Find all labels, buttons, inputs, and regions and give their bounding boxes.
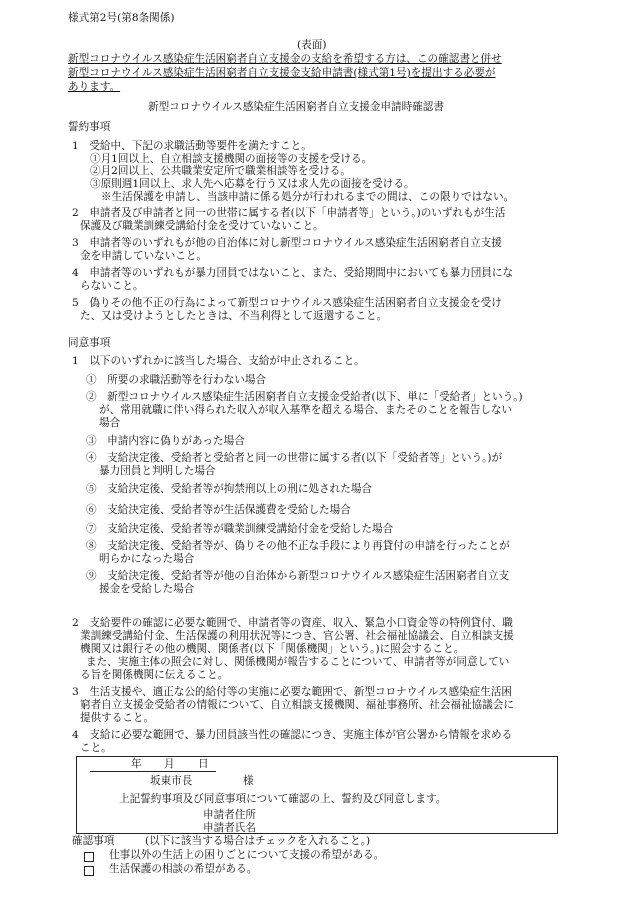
consent-line: ⑨ 支給決定後、受給者等が他の自治体から新型コロナウイルス感染症生活困窮者自立支 <box>86 570 510 582</box>
intro-line-3: あります。 <box>68 81 121 93</box>
pledge-line: ②月2回以上、公共職業安定所で職業相談等を受ける。 <box>90 165 351 177</box>
consent-line: また、実施主体の照会に対し、関係機関が報告することについて、申請者等が同意してい <box>86 656 510 668</box>
face-label: (表面) <box>297 39 327 51</box>
date-month-label: 月 <box>164 758 175 770</box>
consent-line: 場合 <box>99 417 121 429</box>
pledge-line: らないこと。 <box>80 280 144 292</box>
consent-line: ⑧ 支給決定後、受給者等が、偽りその他不正な手段により再貸付の申請を行ったことが <box>86 540 510 552</box>
consent-line: 業訓練受講給付金、生活保護の利用状況等につき、官公署、社会福祉協議会、自立相談支援 <box>80 630 514 642</box>
pledge-line: 1 受給中、下記の求職活動等要件を満たすこと。 <box>72 140 312 152</box>
pledge-heading: 誓約事項 <box>68 121 111 133</box>
consent-line: ④ 支給決定後、受給者と受給者と同一の世帯に属する者(以下「受給者等」という。)が <box>86 452 503 464</box>
consent-line: 援金を受給した場合 <box>99 583 195 595</box>
support-request-checkbox[interactable] <box>84 852 94 862</box>
intro-line-2: 新型コロナウイルス感染症生活困窮者自立支援金支給申請書(様式第1号)を提出する必要が <box>68 67 496 79</box>
form-number: 様式第2号(第8条関係) <box>68 12 175 24</box>
pledge-line: 2 申請者及び申請者と同一の世帯に属する者(以下「申請者等」という。)のいずれもが生活 <box>72 207 506 219</box>
consent-line: 暴力団員と判明した場合 <box>99 465 216 477</box>
consent-line: 1 以下のいずれかに該当した場合、支給が中止されること。 <box>72 355 365 367</box>
applicant-name-label: 申請者氏名 <box>203 822 256 834</box>
date-year-label: 年 <box>131 758 142 770</box>
confirmation-note: (以下に該当する場合はチェックを入れること。) <box>145 835 371 847</box>
pledge-line: 金を申請していないこと。 <box>80 250 208 262</box>
pledge-line: ①月1回以上、自立相談支援機関の面接等の支援を受ける。 <box>90 153 373 165</box>
consent-heading: 同意事項 <box>68 337 111 349</box>
date-day-label: 日 <box>198 758 209 770</box>
addressee-honorific: 様 <box>243 775 254 787</box>
consent-line: ⑥ 支給決定後、受給者等が生活保護費を受給した場合 <box>86 504 351 516</box>
consent-line: 窮者自立支援金受給者の情報について、自立相談支援機関、福祉事務所、社会福祉協議会に <box>80 699 514 711</box>
intro-line-1: 新型コロナウイルス感染症生活困窮者自立支援金の支給を希望する方は、この確認書と併せ <box>68 53 502 65</box>
date-underline <box>90 771 216 772</box>
consent-line: ⑤ 支給決定後、受給者等が拘禁刑以上の刑に処された場合 <box>86 483 373 495</box>
consent-line: ③ 申請内容に偽りがあった場合 <box>86 435 245 447</box>
consent-line: 4 支給に必要な範囲で、暴力団員該当性の確認につき、実施主体が官公署から情報を求める <box>72 729 513 741</box>
confirmation-heading: 確認事項 <box>72 835 115 847</box>
consent-line: ① 所要の求職活動等を行わない場合 <box>86 374 267 386</box>
consent-line: ⑦ 支給決定後、受給者等が職業訓練受講給付金を受給した場合 <box>86 523 394 535</box>
consent-line: 明らかになった場合 <box>99 553 195 565</box>
applicant-address-label: 申請者住所 <box>203 809 256 821</box>
pledge-line: 4 申請者等のいずれもが暴力団員ではないこと、また、受給期間中においても暴力団員にな <box>72 267 514 279</box>
consent-line: が、常用就職に伴い得られた収入が収入基準を超える場合、またそのことを報告しない <box>99 404 513 416</box>
pledge-line: 3 申請者等のいずれもが他の自治体に対し新型コロナウイルス感染症生活困窮者自立支援 <box>72 237 502 249</box>
pledge-line: ③原則週1回以上、求人先へ応募を行う又は求人先の面接を受ける。 <box>90 178 415 190</box>
consent-line: 提供すること。 <box>80 712 155 724</box>
consent-line: 3 生活支援や、適正な公的給付等の実施に必要な範囲で、新型コロナウイルス感染症生活困 <box>72 686 513 698</box>
pledge-line: ※生活保護を申請し、当該申請に係る処分が行われるまでの間は、この限りではない。 <box>101 191 515 203</box>
pledge-line: 保護及び職業訓練受講給付金を受けていないこと。 <box>80 220 324 232</box>
support-request-label: 仕事以外の生活上の困りごとについて支援の希望がある。 <box>109 849 385 861</box>
document-title: 新型コロナウイルス感染症生活困窮者自立支援金申請時確認書 <box>148 101 444 113</box>
consent-line: ② 新型コロナウイルス感染症生活困窮者自立支援金受給者(以下、単に「受給者」という。) <box>86 391 523 403</box>
welfare-consultation-label: 生活保護の相談の希望がある。 <box>109 863 258 875</box>
consent-line: 機関又は銀行その他の機関、関係者(以下「関係機関」という。)に照会すること。 <box>80 643 465 655</box>
addressee-mayor: 坂東市長 <box>150 775 193 787</box>
pledge-line: 5 偽りその他不正の行為によって新型コロナウイルス感染症生活困窮者自立支援金を受け <box>72 297 502 309</box>
pledge-line: た、又は受けようとしたときは、不当利得として返還すること。 <box>80 310 388 322</box>
consent-line: る旨を関係機関に伝えること。 <box>80 669 229 681</box>
agreement-statement: 上記誓約事項及び同意事項について確認の上、誓約及び同意します。 <box>119 793 447 805</box>
welfare-consultation-checkbox[interactable] <box>84 866 94 876</box>
consent-line: こと。 <box>80 742 112 754</box>
consent-line: 2 支給要件の確認に必要な範囲で、申請者等の資産、収入、緊急小口資金等の特例貸付、職 <box>72 617 513 629</box>
